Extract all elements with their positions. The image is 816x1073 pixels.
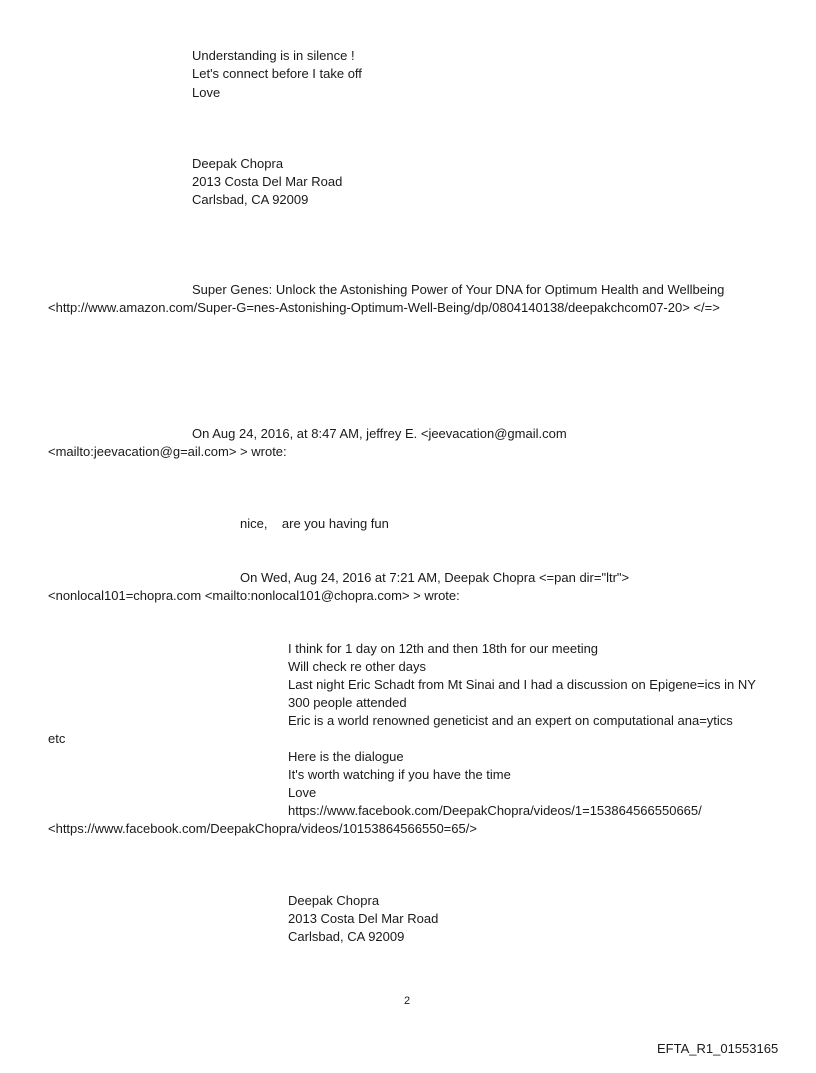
signature-1-name: Deepak Chopra (192, 156, 284, 171)
signature-1-city: Carlsbad, CA 92009 (192, 192, 309, 207)
reply-2-body-line-4: 300 people attended (288, 695, 407, 710)
document-id: EFTA_R1_01553165 (657, 1041, 779, 1056)
signature-2-street: 2013 Costa Del Mar Road (288, 911, 439, 926)
video-link[interactable]: https://www.facebook.com/DeepakChopra/videos/1=153864566550665/ (288, 803, 702, 818)
reply-1-body: nice, are you having fun (240, 516, 389, 531)
page-number: 2 (404, 995, 411, 1007)
reply-2-body-line-2: Will check re other days (288, 659, 426, 674)
opening-line-3: Love (192, 85, 221, 100)
book-title: Super Genes: Unlock the Astonishing Power of Your DNA for Optimum Health and Wellbeing (192, 282, 725, 297)
reply-2-body-line-6: etc (48, 731, 66, 746)
signature-2-city: Carlsbad, CA 92009 (288, 929, 405, 944)
reply-2-header-line-2: <nonlocal101=chopra.com <mailto:nonlocal101@chopra.com> > wrote: (48, 588, 460, 603)
reply-2-body-line-5: Eric is a world renowned geneticist and an expert on computational ana=ytics (288, 713, 733, 728)
opening-line-1: Understanding is in silence ! (192, 48, 355, 63)
reply-2-body-line-7: Here is the dialogue (288, 749, 404, 764)
signature-1-street: 2013 Costa Del Mar Road (192, 174, 343, 189)
reply-2-body-line-3: Last night Eric Schadt from Mt Sinai and I had a discussion on Epigene=ics in NY (288, 677, 756, 692)
reply-2-body-line-8: It's worth watching if you have the time (288, 767, 511, 782)
opening-line-2: Let's connect before I take off (192, 66, 362, 81)
reply-2-body-line-1: I think for 1 day on 12th and then 18th for our meeting (288, 641, 599, 656)
reply-1-header-line-2: <mailto:jeevacation@g=ail.com> > wrote: (48, 444, 287, 459)
reply-1-header-line-1: On Aug 24, 2016, at 8:47 AM, jeffrey E. <jeevacation@gmail.com (192, 426, 567, 441)
video-link-alt[interactable]: <https://www.facebook.com/DeepakChopra/videos/10153864566550=65/> (48, 821, 477, 836)
signature-2-name: Deepak Chopra (288, 893, 380, 908)
book-link[interactable]: <http://www.amazon.com/Super-G=nes-Astonishing-Optimum-Well-Being/dp/0804140138/deepakchcom07-20> </=> (48, 300, 720, 315)
reply-2-header-line-1: On Wed, Aug 24, 2016 at 7:21 AM, Deepak Chopra <=pan dir="ltr"> (240, 570, 630, 585)
reply-2-body-line-9: Love (288, 785, 317, 800)
